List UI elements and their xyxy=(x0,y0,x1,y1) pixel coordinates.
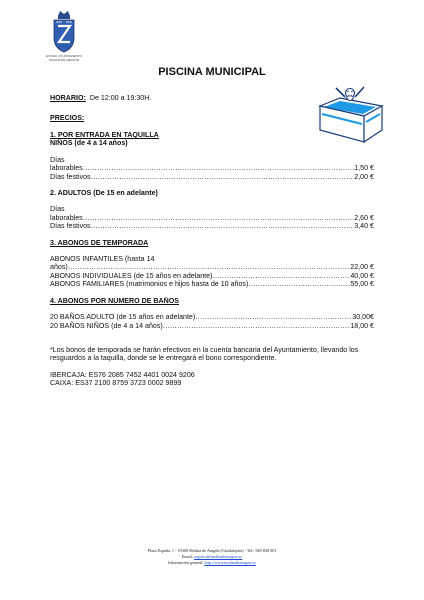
footer-website-link[interactable]: http://www.molinadearagon.es xyxy=(204,560,256,565)
footer-info-label: Información general: xyxy=(168,560,204,565)
price-row-label: ABONOS INDIVIDUALES (de 15 años en adelante) xyxy=(50,271,213,280)
price-row-value: 22,00 € xyxy=(350,263,374,272)
price-row-label: años) xyxy=(50,263,68,272)
price-row xyxy=(50,222,374,230)
section1-subtitle: NIÑOS (de 4 a 14 años) xyxy=(50,139,128,148)
price-row-value: 3,40 € xyxy=(354,222,374,231)
section2-title: 2. ADULTOS (De 15 en adelante) xyxy=(50,189,158,198)
bank-account: IBERCAJA: ES76 2085 7452 4401 0024 9206 xyxy=(50,370,195,379)
section1-title: 1. POR ENTRADA EN TAQUILLA xyxy=(50,131,159,139)
price-row-label: 20 BAÑOS ADULTO (de 15 años en adelante) xyxy=(50,313,196,322)
section2-dias: Días xyxy=(50,205,65,214)
price-row xyxy=(50,173,374,181)
crest-caption: EXCMO. AYUNTAMIENTO MOLINA DE ARAGÓN xyxy=(46,54,82,62)
footer-email-label: Email: xyxy=(181,554,193,559)
bank-account: CAIXA: ES37 2100 8759 3723 0002 9899 xyxy=(50,379,182,388)
price-row-value: 1,50 € xyxy=(354,164,374,173)
price-row-value: 55,00 € xyxy=(350,280,374,289)
footer-address: Plaza España, 1 - 19300 Molina de Aragón (Guadalajara) - Tel.: 949 830 001 xyxy=(147,548,277,553)
price-row xyxy=(50,322,374,330)
price-row xyxy=(50,164,374,172)
price-row-value: 30,00€ xyxy=(352,313,374,322)
horario-label: HORARIO: xyxy=(50,94,86,102)
price-row xyxy=(50,272,374,280)
section4-title: 4. ABONOS POR NÚMERO DE BAÑOS xyxy=(50,296,180,305)
price-list xyxy=(50,94,374,388)
section1-dias: Días xyxy=(50,155,65,164)
price-row xyxy=(50,280,374,288)
price-row-label: laborables xyxy=(50,213,83,222)
page-title: PISCINA MUNICIPAL xyxy=(158,66,266,78)
price-row-value: 18,00 € xyxy=(350,321,374,330)
price-row-label: Días festivos xyxy=(50,222,91,231)
horario-line xyxy=(50,94,374,107)
price-row xyxy=(50,214,374,222)
section3-title: 3. ABONOS DE TEMPORADA xyxy=(50,238,149,247)
precios-label: PRECIOS: xyxy=(50,114,85,122)
payment-note: *Los bonos de temporada se harán efectivos en la cuenta bancaria del Ayuntamiento, llevando los resguardos a la taquilla, donde se le entregará el bono correspondiente. xyxy=(50,345,359,363)
price-row xyxy=(50,313,374,321)
horario-value: De 12:00 a 19:30H. xyxy=(89,94,152,102)
town-crest-logo xyxy=(50,8,78,56)
footer xyxy=(0,548,424,566)
price-row-label: laborables xyxy=(50,164,83,173)
price-row-label: Días festivos xyxy=(50,172,91,181)
price-row-label: 20 BAÑOS NIÑOS (de 4 a 14 años) xyxy=(50,321,163,330)
price-row-value: 2,60 € xyxy=(354,213,374,222)
price-row-value: 2,00 € xyxy=(354,172,374,181)
footer-email-link[interactable]: registro@molinadearagon.es xyxy=(194,554,243,559)
footer-info-line xyxy=(0,560,424,566)
price-row xyxy=(50,263,374,271)
section3-intro: ABONOS INFANTILES (hasta 14 xyxy=(50,255,155,264)
price-row-value: 40,00 € xyxy=(350,271,374,280)
price-row-label: ABONOS FAMILIARES (matrimonios e hijos hasta de 10 años) xyxy=(50,280,249,289)
